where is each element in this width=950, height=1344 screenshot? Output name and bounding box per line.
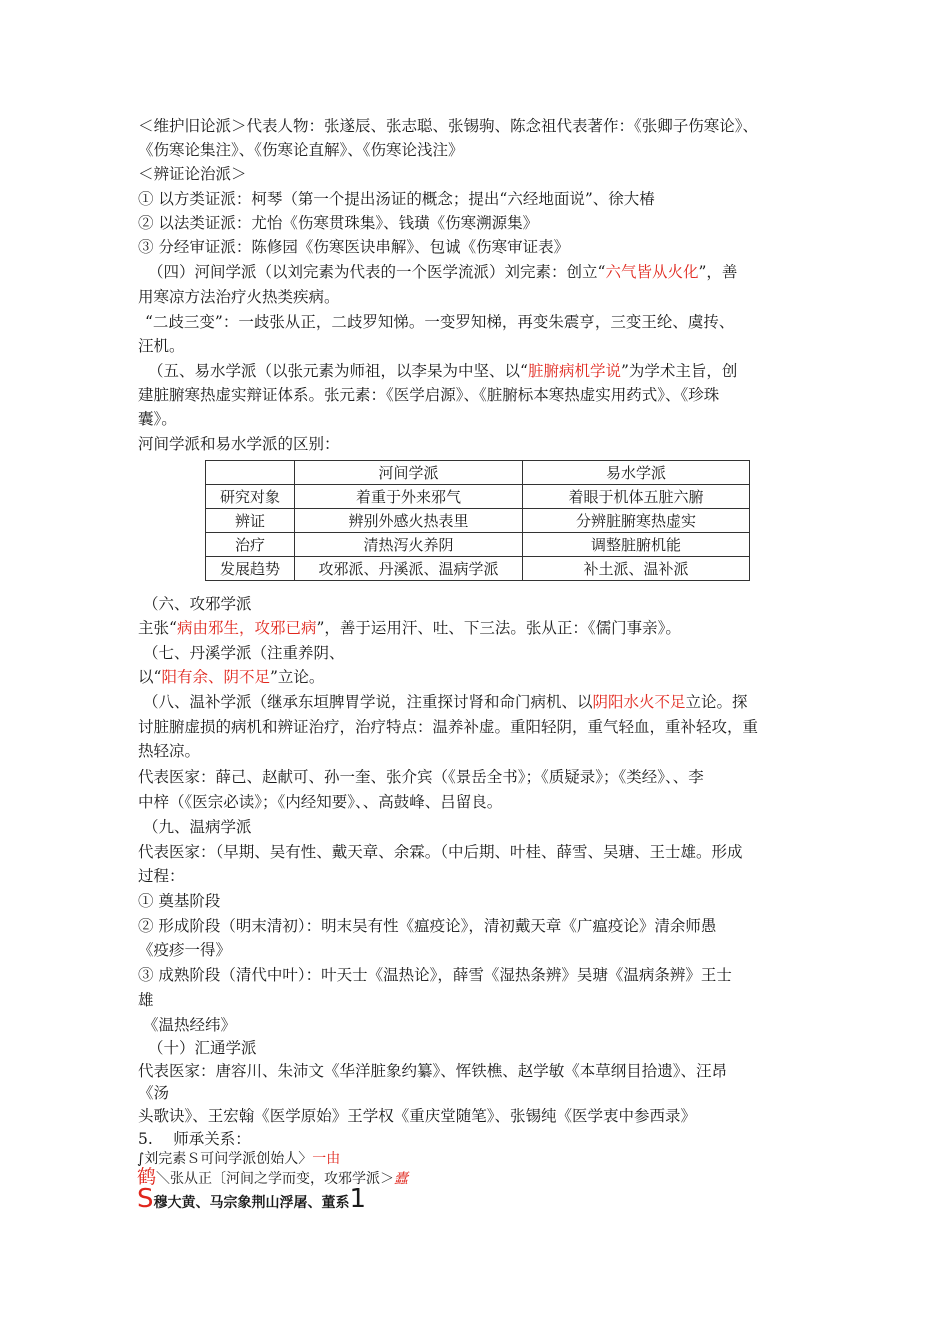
table-cell: 发展趋势 [206,557,295,581]
list-item: ③ 成熟阶段（清代中叶）：叶天士《温热论》，薛雪《湿热条辨》吴瑭《温病条辨》王士 [138,966,732,984]
paragraph-line: 中梓（《医宗必读》；《内经知要》、、高鼓峰、吕留良。 [138,793,503,811]
lineage-text: 一由 [312,1151,341,1167]
paragraph-line: “二歧三变”：一歧张从正，二歧罗知悌。一变罗知梯，再变朱震亨，三变王纶、虞抟、 [145,313,735,331]
paragraph-line: 河间学派和易水学派的区别： [138,435,340,453]
paragraph-line: 建脏腑寒热虚实辩证体系。张元素：《医学启源》、《脏腑标本寒热虚实用药式》、《珍珠 [138,386,720,404]
table-cell: 研究对象 [206,485,295,509]
lineage-text: ＼张从正〔河间之学而变，攻邪学派＞ [156,1171,395,1187]
table-row [206,509,750,533]
text-run: 立论。探 [685,693,748,711]
lineage-mark: 蠹 [394,1171,409,1187]
list-item: ① 以方类证派：柯琴（第一个提出汤证的概念；提出“六经地面说”、徐大椿 [138,190,655,208]
lineage-text: ∫刘完素Ｓ可问学派创始人〉 [137,1151,313,1167]
table-cell: 治疗 [206,533,295,557]
text-run: ”，善 [698,263,738,281]
text-run: （四）河间学派（以刘完素为代表的一个医学流派）刘完素：创立“ [148,263,606,281]
text-run: ”为学术主旨，创 [620,362,738,380]
paragraph-line: 《伤寒论集注》、《伤寒论直解》、《伤寒论浅注》 [138,141,464,159]
text-run: （八、温补学派（继承东垣脾胃学说，注重探讨肾和命门病机、以 [143,693,593,711]
lineage-mark: 1 [349,1184,367,1214]
table-cell: 分辨脏腑寒热虚实 [523,509,750,533]
paragraph-line: 囊》。 [138,410,177,428]
list-item: ① 奠基阶段 [138,892,221,910]
paragraph-line: 热轻凉。 [138,742,201,760]
text-run: ”立论。 [269,668,325,686]
text-run: ”，善于运用汗、吐、下三法。张从正：《儒门事亲》。 [316,619,681,637]
list-item: ② 以法类证派：尤怡《伤寒贯珠集》、钱璜《伤寒溯源集》 [138,214,539,232]
text-run: 主张“ [138,619,177,637]
paragraph-line: 代表医家：薛己、赵献可、孙一奎、张介宾（《景岳全书》；《质疑录》；《类经》、、李 [138,768,704,786]
table-cell: 攻邪派、丹溪派、温病学派 [295,557,523,581]
paragraph-line: 头歌诀》、王宏翰《医学原始》王学权《重庆堂随笔》、张锡纯《医学衷中参西录》 [138,1107,697,1125]
table-cell: 着重于外来邪气 [295,485,523,509]
table-cell: 着眼于机体五脏六腑 [523,485,750,509]
table-row [206,485,750,509]
highlight-text: 脏腑病机学说 [527,362,621,380]
table-cell: 辨证 [206,509,295,533]
list-item: ② 形成阶段（明末清初）：明末吴有性《瘟疫论》，清初戴天章《广瘟疫论》清余师愚 [138,917,717,935]
lineage-mark: 鹤 [137,1166,157,1188]
paragraph-line: 讨脏腑虚损的病机和辨证治疗，治疗特点：温养补虚。重阳轻阴，重气轻血，重补轻攻，重 [138,718,759,736]
paragraph-line: 用寒凉方法治疗火热类疾病。 [138,288,340,306]
table-cell: 调整脏腑机能 [523,533,750,557]
table-header-cell: 河间学派 [295,461,523,485]
paragraph-line: 雄 [138,991,154,1009]
lineage-line [137,1150,340,1168]
lineage-line [137,1185,366,1217]
paragraph-line [138,667,324,687]
table-cell: 清热泻火养阴 [295,533,523,557]
paragraph-line: 《温热经纬》 [143,1016,237,1034]
section-heading: 5. 师承关系： [138,1130,251,1148]
highlight-text: 阳有余、阴不足 [161,668,270,686]
paragraph-line: ＜维护旧论派＞代表人物：张遂辰、张志聪、张锡驹、陈念祖代表著作：《张卿子伤寒论》、 [138,117,759,135]
paragraph-line: 代表医家：唐容川、朱沛文《华洋脏象约纂》、恽铁樵、赵学敏《本草纲目拾遗》、汪昂 [138,1062,728,1080]
paragraph-line [138,618,681,638]
table-cell: 补土派、温补派 [523,557,750,581]
section-heading [148,262,737,282]
highlight-text: 病由邪生，攻邪已病 [176,619,317,637]
text-run: （五、易水学派（以张元素为师祖，以李杲为中坚、以“ [148,362,528,380]
paragraph-line: 汪机。 [138,337,185,355]
paragraph-line: 代表医家：（早期、吴有性、戴天章、余霖。（中后期、叶桂、薛雪、吴瑭、王士雄。形成 [138,843,743,861]
paragraph-line: 过程： [138,867,185,885]
section-heading: （九、温病学派 [143,818,252,836]
table-cell: 辨别外感火热表里 [295,509,523,533]
section-heading: ＜辨证论治派＞ [138,165,247,183]
text-run: 以“ [138,668,162,686]
table-header-cell [206,461,295,485]
table-row [206,533,750,557]
section-heading [148,361,737,381]
section-heading [143,692,748,712]
highlight-text: 阴阳水火不足 [592,693,686,711]
section-heading: （十）汇通学派 [148,1039,257,1057]
section-heading: （六、攻邪学派 [143,595,252,613]
comparison-table [205,460,750,581]
table-row [206,557,750,581]
list-item: ③ 分经审证派：陈修园《伤寒医诀串解》、包诚《伤寒审证表》 [138,238,570,256]
lineage-text: 穆大黄、马宗象荆山浮屠、董系 [153,1195,350,1211]
paragraph-line: 《汤 [138,1084,170,1102]
section-heading: （七、丹溪学派（注重养阴、 [143,644,345,662]
lineage-mark: S [137,1184,154,1214]
paragraph-line: 《疫疹一得》 [138,941,232,959]
table-header-cell: 易水学派 [523,461,750,485]
table-header-row [206,461,750,485]
highlight-text: 六气皆从火化 [605,263,699,281]
